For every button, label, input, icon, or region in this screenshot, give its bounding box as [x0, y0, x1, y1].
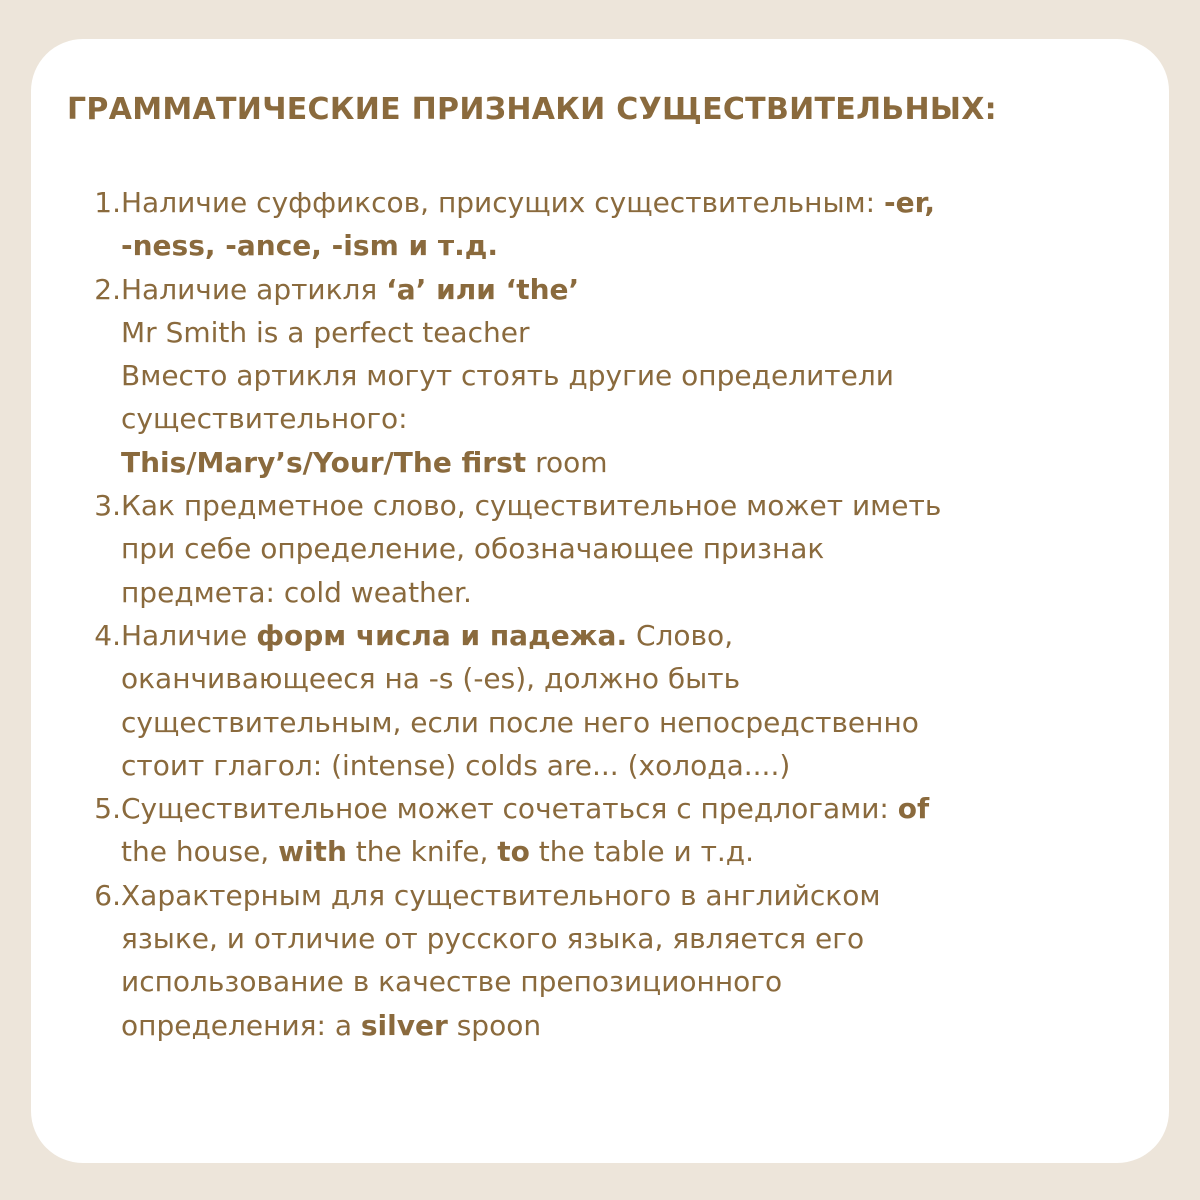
- item-line: [121, 224, 1139, 267]
- item-body: [121, 484, 1139, 614]
- item-bold-text: with: [278, 835, 347, 869]
- item-line: стоит глагол: (intense) colds are... (холода....): [121, 748, 791, 782]
- item-text: Наличие: [121, 618, 257, 652]
- item-body: [121, 614, 1139, 787]
- item-bold-text: silver: [360, 1008, 448, 1042]
- item-number: 5.: [94, 792, 121, 826]
- item-text: Слово,: [627, 618, 734, 652]
- list-item-2: [67, 268, 1139, 484]
- item-body: [121, 787, 1139, 874]
- item-line: [121, 268, 1139, 311]
- item-line: Вместо артикля могут стоять другие определители: [121, 359, 894, 393]
- page-title: ГРАММАТИЧЕСКИЕ ПРИЗНАКИ СУЩЕСТВИТЕЛЬНЫХ:: [67, 92, 997, 127]
- item-text: the table и т.д.: [529, 835, 755, 869]
- item-line: оканчивающееся на -s (-es), должно быть: [121, 662, 741, 696]
- item-number: 1.: [94, 186, 121, 219]
- item-line: [121, 1004, 1139, 1047]
- item-text: room: [526, 445, 608, 479]
- item-line: [121, 614, 1139, 657]
- item-text: the house,: [121, 835, 279, 869]
- item-line: [121, 830, 1139, 873]
- item-number: 3.: [94, 489, 121, 523]
- content-card: [31, 39, 1169, 1163]
- item-line: языке, и отличие от русского языка, является его: [121, 922, 865, 956]
- item-line: [121, 787, 1139, 830]
- list-item-3: [67, 484, 1139, 614]
- item-text: Наличие артикля: [121, 272, 387, 306]
- item-bold-text: -er,: [884, 186, 935, 219]
- item-bold-text: форм числа и падежа.: [256, 618, 628, 652]
- item-bold-text: ‘a’ или ‘the’: [386, 272, 580, 306]
- item-body: [121, 268, 1139, 484]
- item-line: существительного:: [121, 402, 408, 436]
- item-body: [121, 874, 1139, 1047]
- item-number: 4.: [94, 618, 121, 652]
- list-item-6: [67, 874, 1139, 1047]
- item-number: 2.: [94, 272, 121, 306]
- item-text: spoon: [447, 1008, 542, 1042]
- item-text: Наличие суффиксов, присущих существительным:: [121, 186, 885, 219]
- list-item-1: [67, 181, 1139, 268]
- item-text: the knife,: [346, 835, 498, 869]
- item-bold-text: to: [497, 835, 530, 869]
- item-line: Характерным для существительного в английском: [121, 878, 881, 912]
- item-bold-text: This/Mary’s/Your/The first: [121, 445, 527, 479]
- list-item-5: [67, 787, 1139, 874]
- list-item-4: [67, 614, 1139, 787]
- item-line: при себе определение, обозначающее признак: [121, 532, 825, 566]
- item-line: [121, 441, 1139, 484]
- item-bold-text: -ness, -ance, -ism и т.д.: [121, 229, 498, 263]
- item-text: Существительное может сочетаться с предлогами:: [121, 792, 898, 826]
- item-text: определения: a: [121, 1008, 361, 1042]
- item-number: 6.: [94, 878, 121, 912]
- item-line: Как предметное слово, существительное может иметь: [121, 489, 942, 523]
- example-sentence: Mr Smith is a perfect teacher: [121, 315, 530, 349]
- item-line: [121, 181, 1139, 224]
- item-body: [121, 181, 1139, 268]
- item-bold-text: of: [897, 792, 930, 826]
- features-list: [67, 181, 1139, 1047]
- item-line: использование в качестве препозиционного: [121, 965, 783, 999]
- item-line: существительным, если после него непосредственно: [121, 705, 919, 739]
- item-line: предмета: cold weather.: [121, 575, 472, 609]
